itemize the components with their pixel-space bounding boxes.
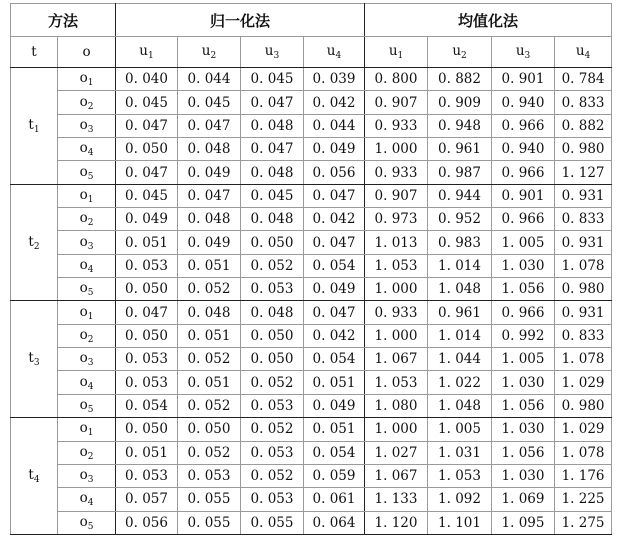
header-normalization: 归一化法 — [116, 4, 365, 37]
value-cell: 0. 052 — [178, 394, 241, 417]
row-label-subscript: 3 — [87, 475, 94, 486]
value-cell: 1. 030 — [492, 254, 555, 277]
subheader-o: o — [58, 37, 116, 68]
value-cell: 1. 275 — [555, 511, 612, 534]
row-label-subscript: 5 — [87, 171, 94, 182]
value-cell: 0. 952 — [428, 208, 492, 231]
value-cell: 1. 120 — [365, 511, 428, 534]
subheader-col — [116, 37, 178, 68]
row-label-symbol: o — [79, 70, 88, 87]
group-label-symbol: t — [28, 116, 34, 133]
value-cell: 0. 050 — [116, 418, 178, 441]
group-label-subscript: 4 — [33, 475, 40, 486]
value-cell: 1. 095 — [492, 511, 555, 534]
data-table — [10, 3, 612, 535]
value-cell: 0. 044 — [304, 114, 365, 137]
subheader-col-symbol: u — [201, 43, 211, 59]
row-label-symbol: o — [79, 186, 88, 203]
value-cell: 0. 051 — [304, 418, 365, 441]
value-cell: 0. 961 — [428, 138, 492, 161]
value-cell: 0. 833 — [555, 91, 612, 114]
value-cell: 0. 050 — [241, 231, 304, 254]
value-cell: 0. 940 — [492, 138, 555, 161]
value-cell: 0. 901 — [492, 184, 555, 207]
value-cell: 0. 050 — [178, 418, 241, 441]
value-cell: 0. 053 — [116, 371, 178, 394]
value-cell: 0. 045 — [241, 68, 304, 91]
subheader-col — [304, 37, 365, 68]
value-cell: 0. 047 — [178, 114, 241, 137]
subheader-row — [11, 37, 612, 68]
value-cell: 0. 053 — [241, 278, 304, 301]
value-cell: 1. 056 — [492, 394, 555, 417]
value-cell: 0. 048 — [178, 301, 241, 324]
value-cell: 1. 044 — [428, 348, 492, 371]
value-cell: 0. 901 — [492, 68, 555, 91]
table-row — [11, 441, 612, 464]
value-cell: 0. 052 — [241, 254, 304, 277]
value-cell: 0. 833 — [555, 324, 612, 347]
value-cell: 0. 045 — [116, 91, 178, 114]
value-cell: 1. 005 — [492, 348, 555, 371]
row-label — [58, 371, 116, 394]
value-cell: 1. 005 — [428, 418, 492, 441]
value-cell: 1. 029 — [555, 371, 612, 394]
value-cell: 0. 055 — [178, 488, 241, 511]
value-cell: 1. 031 — [428, 441, 492, 464]
value-cell: 1. 069 — [492, 488, 555, 511]
value-cell: 0. 047 — [241, 138, 304, 161]
row-label-subscript: 4 — [87, 498, 94, 509]
subheader-col-symbol: u — [388, 43, 398, 59]
row-label — [58, 511, 116, 534]
subheader-col-subscript: 1 — [397, 51, 404, 61]
subheader-col — [178, 37, 241, 68]
value-cell: 0. 050 — [116, 324, 178, 347]
subheader-col — [492, 37, 555, 68]
value-cell: 1. 067 — [365, 464, 428, 487]
value-cell: 0. 053 — [116, 348, 178, 371]
row-label-subscript: 1 — [87, 428, 94, 439]
table-row — [11, 231, 612, 254]
value-cell: 1. 014 — [428, 254, 492, 277]
value-cell: 0. 047 — [241, 91, 304, 114]
value-cell: 1. 030 — [492, 371, 555, 394]
value-cell: 0. 054 — [304, 254, 365, 277]
value-cell: 0. 045 — [178, 91, 241, 114]
subheader-col — [241, 37, 304, 68]
value-cell: 1. 022 — [428, 371, 492, 394]
value-cell: 0. 052 — [241, 371, 304, 394]
value-cell: 1. 127 — [555, 161, 612, 184]
value-cell: 0. 048 — [241, 161, 304, 184]
value-cell: 0. 909 — [428, 91, 492, 114]
value-cell: 0. 800 — [365, 68, 428, 91]
value-cell: 0. 053 — [178, 464, 241, 487]
value-cell: 1. 176 — [555, 464, 612, 487]
subheader-col-symbol: u — [515, 43, 525, 59]
row-label — [58, 441, 116, 464]
row-label-subscript: 1 — [87, 311, 94, 322]
table-row — [11, 254, 612, 277]
value-cell: 1. 080 — [365, 394, 428, 417]
subheader-col — [555, 37, 612, 68]
group-label-subscript: 1 — [33, 124, 40, 135]
subheader-col-subscript: 4 — [335, 51, 342, 61]
row-label-symbol: o — [79, 163, 88, 180]
row-label-symbol: o — [79, 350, 88, 367]
subheader-col-subscript: 3 — [273, 51, 280, 61]
value-cell: 0. 933 — [365, 161, 428, 184]
value-cell: 0. 050 — [241, 324, 304, 347]
row-label-subscript: 3 — [87, 241, 94, 252]
value-cell: 1. 027 — [365, 441, 428, 464]
table-row — [11, 138, 612, 161]
row-label — [58, 324, 116, 347]
subheader-col-symbol: u — [452, 43, 462, 59]
value-cell: 0. 973 — [365, 208, 428, 231]
value-cell: 0. 980 — [555, 394, 612, 417]
table-row — [11, 184, 612, 207]
row-label-symbol: o — [79, 326, 88, 343]
value-cell: 0. 061 — [304, 488, 365, 511]
row-label-symbol: o — [79, 513, 88, 530]
row-label — [58, 114, 116, 137]
value-cell: 1. 048 — [428, 278, 492, 301]
value-cell: 0. 047 — [304, 231, 365, 254]
table-row — [11, 301, 612, 324]
value-cell: 0. 048 — [241, 208, 304, 231]
value-cell: 0. 048 — [241, 114, 304, 137]
value-cell: 0. 050 — [241, 348, 304, 371]
value-cell: 0. 042 — [304, 324, 365, 347]
row-label — [58, 91, 116, 114]
table-body — [11, 68, 612, 535]
value-cell: 0. 054 — [304, 348, 365, 371]
value-cell: 0. 047 — [304, 301, 365, 324]
row-label-symbol: o — [79, 233, 88, 250]
value-cell: 0. 053 — [241, 488, 304, 511]
value-cell: 0. 987 — [428, 161, 492, 184]
row-label-subscript: 2 — [87, 451, 94, 462]
subheader-col-subscript: 2 — [461, 51, 467, 61]
value-cell: 0. 044 — [178, 68, 241, 91]
subheader-t: t — [11, 37, 58, 68]
value-cell: 1. 056 — [492, 441, 555, 464]
table-row — [11, 511, 612, 534]
value-cell: 1. 030 — [492, 464, 555, 487]
value-cell: 0. 966 — [492, 208, 555, 231]
group-label-subscript: 2 — [33, 241, 40, 252]
value-cell: 0. 047 — [116, 301, 178, 324]
value-cell: 0. 050 — [116, 138, 178, 161]
value-cell: 0. 052 — [178, 441, 241, 464]
row-label-subscript: 5 — [87, 288, 94, 299]
value-cell: 0. 051 — [116, 441, 178, 464]
row-label-symbol: o — [79, 116, 88, 133]
group-label — [11, 68, 58, 185]
value-cell: 0. 966 — [492, 301, 555, 324]
value-cell: 1. 078 — [555, 254, 612, 277]
value-cell: 0. 048 — [241, 301, 304, 324]
row-label-symbol: o — [79, 210, 88, 227]
row-label-subscript: 1 — [87, 194, 94, 205]
value-cell: 0. 049 — [178, 231, 241, 254]
value-cell: 0. 048 — [178, 138, 241, 161]
value-cell: 0. 047 — [304, 184, 365, 207]
value-cell: 1. 092 — [428, 488, 492, 511]
row-label-symbol: o — [79, 373, 88, 390]
value-cell: 0. 052 — [241, 418, 304, 441]
subheader-col — [428, 37, 492, 68]
value-cell: 0. 944 — [428, 184, 492, 207]
value-cell: 0. 045 — [241, 184, 304, 207]
row-label-subscript: 5 — [87, 521, 94, 532]
value-cell: 0. 045 — [116, 184, 178, 207]
row-label-symbol: o — [79, 303, 88, 320]
value-cell: 0. 040 — [116, 68, 178, 91]
row-label-subscript: 3 — [87, 124, 94, 135]
group-label-symbol: t — [28, 467, 34, 484]
subheader-col-symbol: u — [139, 43, 148, 59]
value-cell: 1. 078 — [555, 441, 612, 464]
value-cell: 0. 053 — [241, 394, 304, 417]
table-row — [11, 418, 612, 441]
value-cell: 0. 966 — [492, 161, 555, 184]
row-label-subscript: 5 — [87, 404, 94, 415]
header-method: 方法 — [11, 4, 116, 37]
value-cell: 0. 054 — [304, 441, 365, 464]
row-label — [58, 161, 116, 184]
table-row — [11, 488, 612, 511]
row-label — [58, 464, 116, 487]
value-cell: 1. 048 — [428, 394, 492, 417]
value-cell: 0. 055 — [178, 511, 241, 534]
row-label — [58, 68, 116, 91]
value-cell: 0. 051 — [304, 371, 365, 394]
row-label-symbol: o — [79, 490, 88, 507]
row-label-subscript: 3 — [87, 358, 94, 369]
value-cell: 1. 030 — [492, 418, 555, 441]
value-cell: 1. 056 — [492, 278, 555, 301]
value-cell: 0. 047 — [116, 161, 178, 184]
table-row — [11, 161, 612, 184]
group-label-subscript: 3 — [33, 358, 40, 369]
value-cell: 0. 039 — [304, 68, 365, 91]
value-cell: 0. 047 — [178, 184, 241, 207]
group-label — [11, 418, 58, 535]
value-cell: 1. 053 — [365, 254, 428, 277]
value-cell: 0. 907 — [365, 184, 428, 207]
value-cell: 1. 053 — [428, 464, 492, 487]
value-cell: 1. 000 — [365, 324, 428, 347]
subheader-col-subscript: 1 — [148, 51, 154, 61]
table-row — [11, 91, 612, 114]
value-cell: 0. 784 — [555, 68, 612, 91]
table-row — [11, 464, 612, 487]
value-cell: 0. 050 — [116, 278, 178, 301]
value-cell: 0. 882 — [555, 114, 612, 137]
value-cell: 0. 961 — [428, 301, 492, 324]
value-cell: 0. 047 — [116, 114, 178, 137]
value-cell: 1. 067 — [365, 348, 428, 371]
row-label-subscript: 2 — [87, 218, 94, 229]
row-label — [58, 138, 116, 161]
value-cell: 0. 052 — [178, 278, 241, 301]
table-row — [11, 278, 612, 301]
value-cell: 0. 048 — [178, 208, 241, 231]
row-label-symbol: o — [79, 396, 88, 413]
table-row — [11, 208, 612, 231]
value-cell: 0. 049 — [304, 278, 365, 301]
row-label-symbol: o — [79, 420, 88, 437]
subheader-col-symbol: u — [575, 43, 585, 59]
row-label-symbol: o — [79, 467, 88, 484]
value-cell: 0. 940 — [492, 91, 555, 114]
value-cell: 0. 966 — [492, 114, 555, 137]
row-label — [58, 394, 116, 417]
value-cell: 0. 051 — [178, 254, 241, 277]
value-cell: 0. 056 — [304, 161, 365, 184]
value-cell: 1. 014 — [428, 324, 492, 347]
value-cell: 0. 042 — [304, 208, 365, 231]
group-label-symbol: t — [28, 350, 34, 367]
value-cell: 0. 057 — [116, 488, 178, 511]
value-cell: 0. 049 — [178, 161, 241, 184]
value-cell: 1. 133 — [365, 488, 428, 511]
value-cell: 0. 055 — [241, 511, 304, 534]
value-cell: 0. 049 — [304, 138, 365, 161]
table-row — [11, 324, 612, 347]
value-cell: 1. 005 — [492, 231, 555, 254]
value-cell: 1. 000 — [365, 418, 428, 441]
value-cell: 0. 052 — [178, 348, 241, 371]
value-cell: 0. 882 — [428, 68, 492, 91]
value-cell: 0. 833 — [555, 208, 612, 231]
row-label-symbol: o — [79, 443, 88, 460]
row-label-subscript: 4 — [87, 264, 94, 275]
value-cell: 1. 053 — [365, 371, 428, 394]
value-cell: 0. 948 — [428, 114, 492, 137]
value-cell: 0. 983 — [428, 231, 492, 254]
value-cell: 0. 931 — [555, 301, 612, 324]
header-row — [11, 4, 612, 37]
value-cell: 0. 931 — [555, 184, 612, 207]
row-label-symbol: o — [79, 256, 88, 273]
row-label-subscript: 4 — [87, 148, 94, 159]
value-cell: 0. 980 — [555, 138, 612, 161]
subheader-col-subscript: 2 — [210, 51, 217, 61]
value-cell: 0. 992 — [492, 324, 555, 347]
table-row — [11, 394, 612, 417]
table-row — [11, 114, 612, 137]
value-cell: 0. 931 — [555, 231, 612, 254]
value-cell: 0. 049 — [116, 208, 178, 231]
subheader-col — [365, 37, 428, 68]
row-label — [58, 301, 116, 324]
value-cell: 1. 029 — [555, 418, 612, 441]
value-cell: 0. 051 — [116, 231, 178, 254]
value-cell: 0. 059 — [304, 464, 365, 487]
subheader-col-subscript: 3 — [524, 51, 531, 61]
value-cell: 0. 053 — [116, 254, 178, 277]
value-cell: 0. 064 — [304, 511, 365, 534]
value-cell: 1. 000 — [365, 278, 428, 301]
table-row — [11, 68, 612, 91]
row-label — [58, 488, 116, 511]
value-cell: 1. 101 — [428, 511, 492, 534]
subheader-col-symbol: u — [264, 43, 274, 59]
value-cell: 0. 051 — [178, 371, 241, 394]
row-label-subscript: 2 — [87, 101, 94, 112]
table-row — [11, 371, 612, 394]
group-label — [11, 184, 58, 301]
value-cell: 0. 907 — [365, 91, 428, 114]
row-label — [58, 418, 116, 441]
row-label-subscript: 2 — [87, 334, 94, 345]
value-cell: 0. 980 — [555, 278, 612, 301]
value-cell: 1. 000 — [365, 138, 428, 161]
value-cell: 1. 078 — [555, 348, 612, 371]
header-mean: 均值化法 — [365, 4, 612, 37]
group-label-symbol: t — [28, 233, 34, 250]
row-label-subscript: 1 — [87, 78, 94, 89]
subheader-col-subscript: 4 — [584, 51, 591, 61]
row-label-symbol: o — [79, 93, 88, 110]
value-cell: 0. 933 — [365, 301, 428, 324]
value-cell: 0. 054 — [116, 394, 178, 417]
row-label — [58, 254, 116, 277]
row-label — [58, 348, 116, 371]
value-cell: 0. 056 — [116, 511, 178, 534]
row-label — [58, 231, 116, 254]
row-label-symbol: o — [79, 140, 88, 157]
value-cell: 0. 933 — [365, 114, 428, 137]
value-cell: 1. 013 — [365, 231, 428, 254]
value-cell: 0. 049 — [304, 394, 365, 417]
value-cell: 0. 042 — [304, 91, 365, 114]
row-label-symbol: o — [79, 280, 88, 297]
group-label — [11, 301, 58, 418]
value-cell: 0. 053 — [116, 464, 178, 487]
value-cell: 0. 051 — [178, 324, 241, 347]
row-label — [58, 208, 116, 231]
value-cell: 1. 225 — [555, 488, 612, 511]
row-label-subscript: 4 — [87, 381, 94, 392]
row-label — [58, 278, 116, 301]
value-cell: 0. 052 — [241, 464, 304, 487]
subheader-col-symbol: u — [326, 43, 336, 59]
row-label — [58, 184, 116, 207]
value-cell: 0. 053 — [241, 441, 304, 464]
table-row — [11, 348, 612, 371]
